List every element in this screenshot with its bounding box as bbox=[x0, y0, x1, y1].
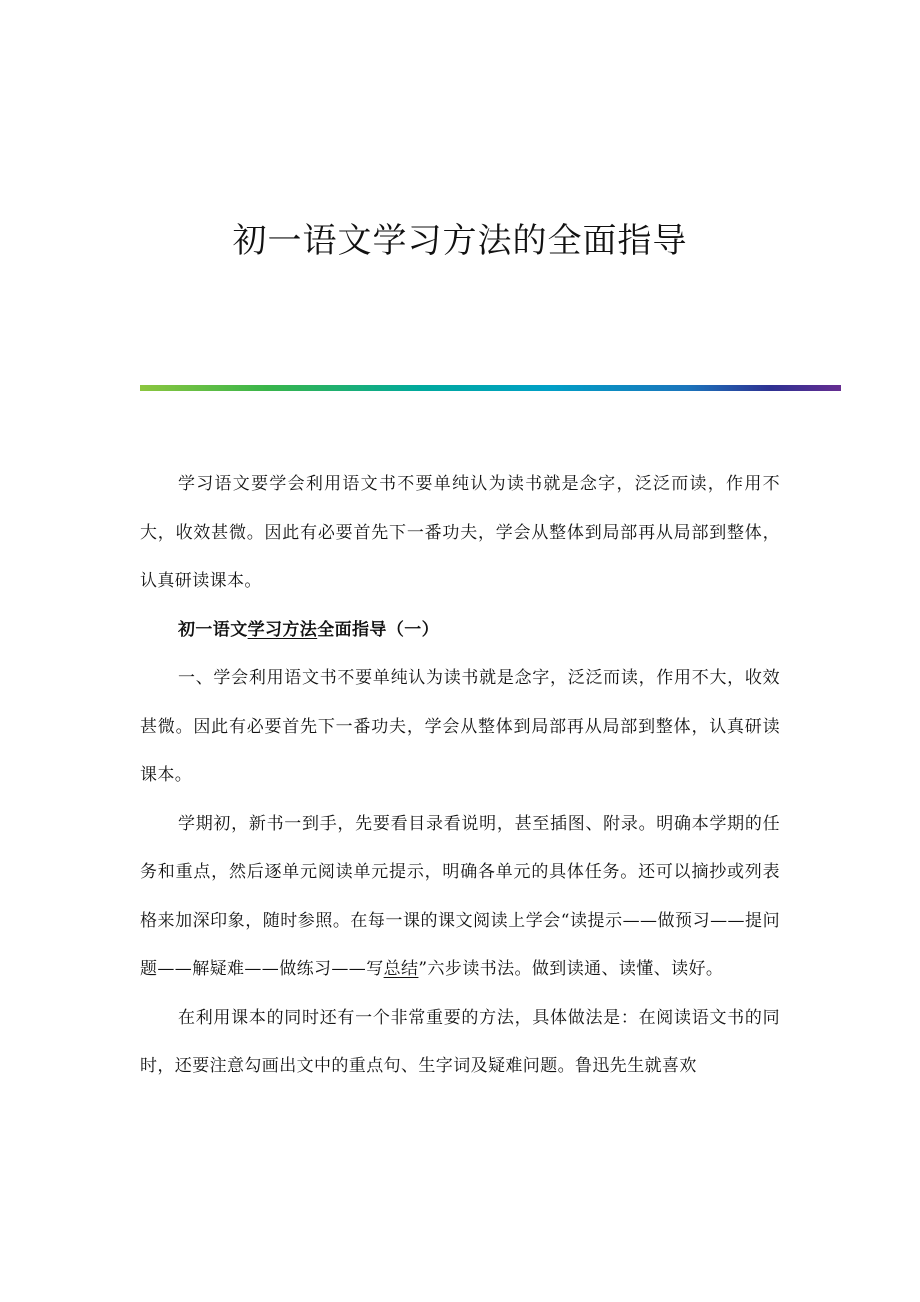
paragraph-study-before: 学期初，新书一到手，先要看目录看说明，甚至插图、附录。明确本学期的任务和重点，然后逐单元阅读单元提示，明确各单元的具体任务。还可以摘抄或列表格来加深印象，随时参照。在每一课的课文阅读上学会“读提示——做预习——提问题——解疑难——做练习——写 bbox=[140, 813, 780, 979]
paragraph-study bbox=[140, 800, 780, 994]
paragraph-1: 一、学会利用语文书不要单纯认为读书就是念字，泛泛而读，作用不大，收效甚微。因此有必要首先下一番功夫，学会从整体到局部再从局部到整体，认真研读课本。 bbox=[140, 668, 780, 785]
summary-link[interactable]: 总结 bbox=[383, 959, 419, 979]
section-heading-part1: 初一语文 bbox=[178, 619, 248, 640]
document-body bbox=[140, 460, 780, 1091]
intro-paragraph: 学习语文要学会利用语文书不要单纯认为读书就是念字，泛泛而读，作用不大，收效甚微。因此有必要首先下一番功夫，学会从整体到局部再从局部到整体，认真研读课本。 bbox=[140, 474, 780, 591]
section-heading-part3: 全面指导（一） bbox=[317, 619, 440, 640]
paragraph-last: 在利用课本的同时还有一个非常重要的方法，具体做法是：在阅读语文书的同时，还要注意勾画出文中的重点句、生字词及疑难问题。鲁迅先生就喜欢 bbox=[140, 1007, 780, 1076]
paragraph-study-after: ”六步读书法。做到读通、读懂、读好。 bbox=[418, 959, 724, 979]
section-heading bbox=[140, 606, 780, 655]
document-title: 初一语文学习方法的全面指导 bbox=[232, 221, 688, 261]
study-method-link[interactable]: 学习方法 bbox=[247, 619, 318, 640]
title-divider bbox=[140, 385, 841, 391]
